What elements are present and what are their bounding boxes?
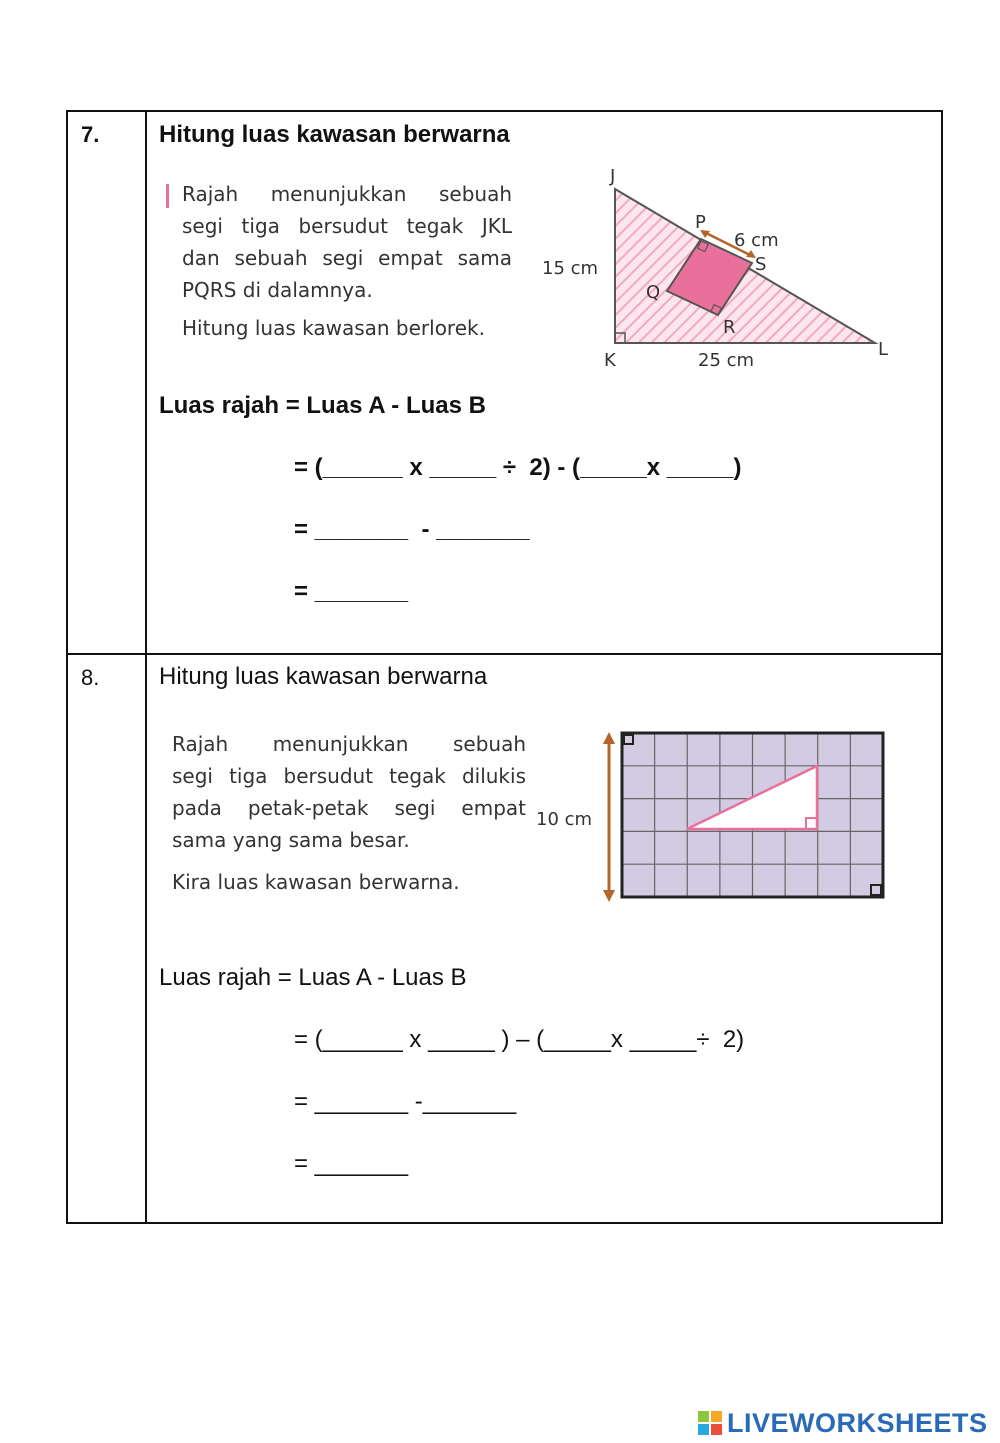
label-l: L [878,339,889,360]
question-7-step-2[interactable]: = _______ - _______ [294,516,530,543]
liveworksheets-logo[interactable] [698,1408,988,1438]
brand-name: LIVEWORKSHEETS [727,1407,988,1438]
label-height: 15 cm [542,258,599,279]
marker-bar [166,184,169,208]
problem-line: segi tiga bersudut tegak dilukis [172,764,526,788]
problem-line: Rajah menunjukkan sebuah [172,732,526,756]
problem-line: sama yang sama besar. [172,828,410,852]
question-7-formula: Luas rajah = Luas A - Luas B [159,392,486,419]
worksheet-table [66,110,943,1224]
row-divider [68,653,941,655]
problem-line: Rajah menunjukkan sebuah [182,182,512,206]
question-8-step-2[interactable]: = _______ -_______ [294,1088,517,1115]
question-7-step-3[interactable]: = _______ [294,578,409,605]
question-8-step-1[interactable]: = (______ x _____ ) – (_____x _____÷ 2) [294,1026,745,1053]
question-8-formula: Luas rajah = Luas A - Luas B [159,964,467,991]
problem-instruction: Hitung luas kawasan berlorek. [182,316,485,340]
question-7-step-1[interactable]: = (______ x _____ ÷ 2) - (_____x _____) [294,454,742,481]
label-p: P [695,212,706,233]
grid-triangle-diagram [536,728,891,908]
problem-line: pada petak-petak segi empat [172,796,526,820]
question-7-title: Hitung luas kawasan berwarna [159,121,510,148]
question-7-number: 7. [81,122,100,147]
problem-instruction: Kira luas kawasan berwarna. [172,870,460,894]
problem-line: segi tiga bersudut tegak JKL [182,214,512,238]
label-base: 25 cm [698,350,755,371]
arrow-head [603,890,615,902]
label-k: K [604,350,616,371]
column-divider [145,112,147,1222]
label-r: R [723,317,736,338]
label-q: Q [646,282,661,303]
question-8-number: 8. [81,665,100,690]
arrow-head [603,732,615,744]
question-8-problem [172,728,526,898]
label-height: 10 cm [536,809,593,830]
question-8-title: Hitung luas kawasan berwarna [159,663,488,690]
question-7-problem [182,178,512,344]
problem-line: PQRS di dalamnya. [182,278,373,302]
label-j: J [610,166,616,187]
problem-line: dan sebuah segi empat sama [182,246,512,270]
brand-icon [698,1411,724,1435]
label-s: S [755,254,767,275]
triangle-square-diagram [538,162,898,377]
label-side: 6 cm [734,230,779,251]
question-8-step-3[interactable]: = _______ [294,1150,409,1177]
